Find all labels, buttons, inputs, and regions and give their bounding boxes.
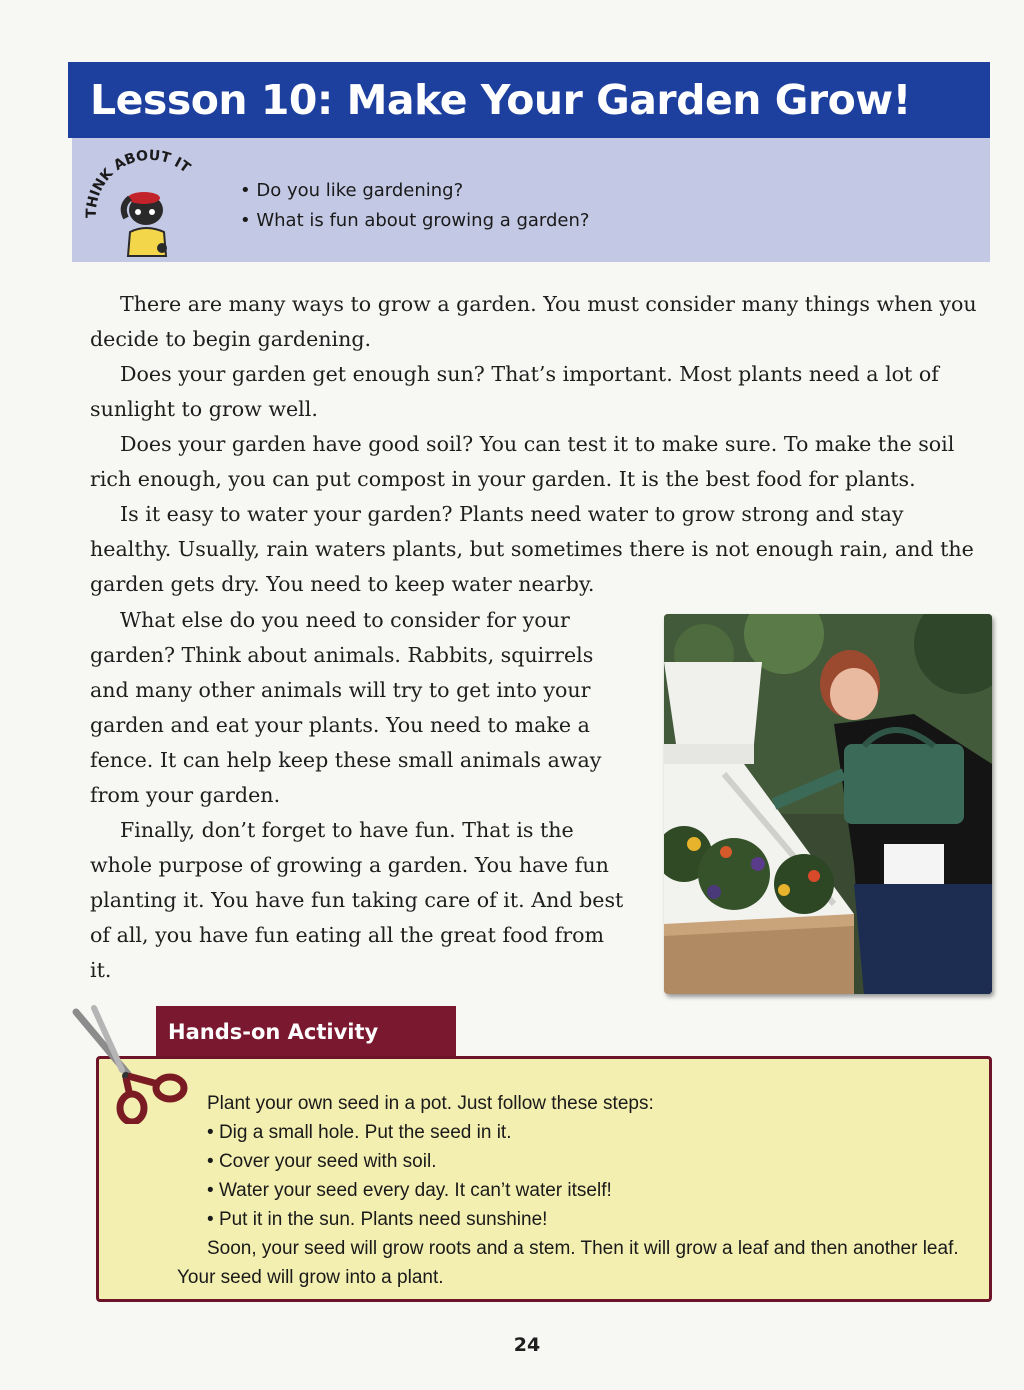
think-about-it-box xyxy=(72,138,990,262)
activity-closing: Soon, your seed will grow roots and a stem. Then it will grow a leaf and then another leaf. Your seed will grow into a plant. xyxy=(177,1238,959,1288)
activity-step: • Cover your seed with soil. xyxy=(207,1147,967,1176)
activity-step: • Dig a small hole. Put the seed in it. xyxy=(207,1118,967,1147)
page-title: Lesson 10: Make Your Garden Grow! xyxy=(68,62,990,138)
activity-step: • Put it in the sun. Plants need sunshine! xyxy=(207,1205,967,1234)
question-item: • What is fun about growing a garden? xyxy=(240,206,589,236)
activity-instructions xyxy=(177,1089,967,1292)
scissors-icon xyxy=(70,1004,190,1124)
question-item: • Do you like gardening? xyxy=(240,176,589,206)
activity-tab-label: Hands-on Activity xyxy=(156,1006,456,1056)
paragraph: Does your garden have good soil? You can test it to make sure. To make the soil rich enough, you can put compost in your garden. It is the best food for plants. xyxy=(90,432,955,491)
paragraph: What else do you need to consider for your garden? Think about animals. Rabbits, squirrels and many other animals will try to get into your garden and eat your plants. You need to make a fence. It can help keep these small animals away from your garden. xyxy=(90,608,602,807)
paragraph: Finally, don’t forget to have fun. That is the whole purpose of growing a garden. You have fun planting it. You have fun taking care of it. And best of all, you have fun eating all the great food from it. xyxy=(90,818,624,982)
side-paragraphs xyxy=(90,603,626,988)
paragraph: There are many ways to grow a garden. You must consider many things when you decide to begin gardening. xyxy=(90,292,977,351)
think-about-it-label: THINK ABOUT IT xyxy=(83,148,194,219)
page-number: 24 xyxy=(513,1334,541,1356)
activity-step: • Water your seed every day. It can’t water itself! xyxy=(207,1176,967,1205)
garden-photo xyxy=(664,614,992,994)
paragraph: Is it easy to water your garden? Plants need water to grow strong and stay healthy. Usually, rain waters plants, but sometimes there is not enough rain, and the garden gets dry. You need to keep water nearby. xyxy=(90,502,974,596)
activity-box xyxy=(96,1056,992,1302)
paragraph: Does your garden get enough sun? That’s important. Most plants need a lot of sunlight to grow well. xyxy=(90,362,939,421)
think-about-it-icon xyxy=(82,148,222,258)
intro-paragraphs xyxy=(90,287,990,602)
activity-intro: Plant your own seed in a pot. Just follow these steps: xyxy=(207,1093,654,1114)
think-questions-list xyxy=(240,176,589,236)
